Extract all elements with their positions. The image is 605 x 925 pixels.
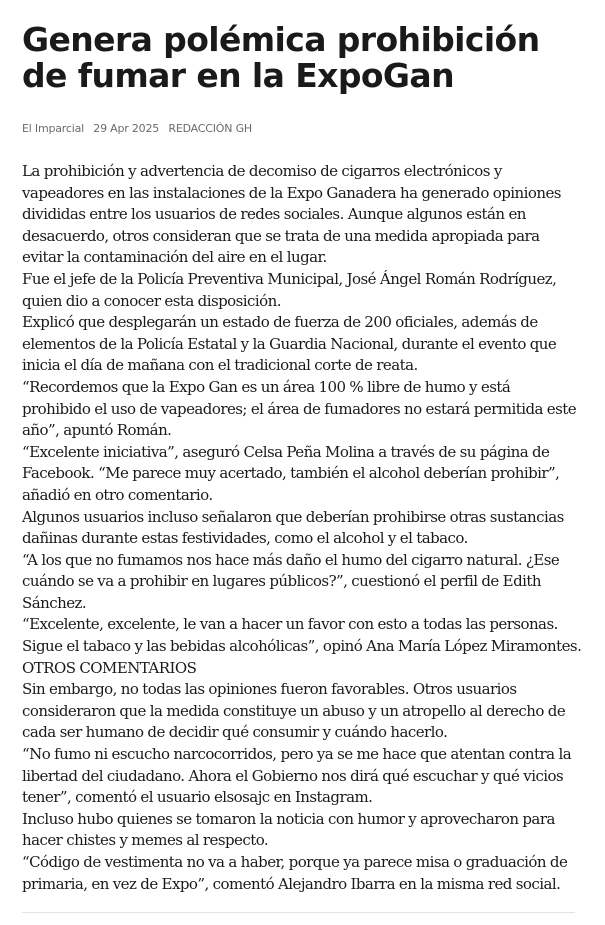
article-source: El Imparcial <box>22 122 84 135</box>
paragraph: “Excelente iniciativa”, aseguró Celsa Peña Molina a través de su página de Facebook. “Me parece muy acertado, también el alcohol deberían prohibir”, añadió en otro comentario. <box>22 442 560 504</box>
paragraph: Algunos usuarios incluso señalaron que deberían prohibirse otras sustancias dañinas durante estas festividades, como el alcohol y el tabaco. <box>22 507 564 548</box>
paragraph: “No fumo ni escucho narcocorridos, pero ya se me hace que atentan contra la libertad del ciudadano. Ahora el Gobierno nos dirá qué escuchar y qué vicios tener”, comentó el usuario elsosajc en Instagram. <box>22 745 572 807</box>
paragraph: “Recordemos que la Expo Gan es un área 100 % libre de humo y está prohibido el uso de vapeadores; el área de fumadores no estará permitida este año”, apuntó Román. <box>22 377 577 440</box>
paragraph: “Excelente, excelente, le van a hacer un favor con esto a todas las personas. Sigue el tabaco y las bebidas alcohólicas”, opinó Ana María López Miramontes. <box>22 615 582 656</box>
article-meta <box>22 122 582 135</box>
article-title: Genera polémica prohibición de fumar en la ExpoGan <box>22 20 540 95</box>
paragraph: Sin embargo, no todas las opiniones fueron favorables. Otros usuarios consideraron que la medida constituye un abuso y un atropello al derecho de cada ser humano de decidir qué consumir y cuándo hacerlo. <box>22 680 566 742</box>
paragraph: “Código de vestimenta no va a haber, porque ya parece misa o graduación de primaria, en vez de Expo”, comentó Alejandro Ibarra en la misma red social. <box>22 853 568 893</box>
section-heading: OTROS COMENTARIOS <box>22 658 197 677</box>
divider <box>22 912 575 913</box>
paragraph: Fue el jefe de la Policía Preventiva Municipal, José Ángel Román Rodríguez, quien dio a conocer esta disposición. <box>22 269 557 310</box>
paragraph: Explicó que desplegarán un estado de fuerza de 200 oficiales, además de elementos de la Policía Estatal y la Guardia Nacional, durante el evento que inicia el día de mañana con el tradicional corte de reata. <box>22 313 557 375</box>
paragraph: “A los que no fumamos nos hace más daño el humo del cigarro natural. ¿Ese cuándo se va a prohibir en lugares públicos?”, cuestionó el perfil de Edith Sánchez. <box>22 550 560 612</box>
article <box>22 22 582 895</box>
article-author: REDACCIÓN GH <box>168 122 252 135</box>
paragraph: Incluso hubo quienes se tomaron la noticia con humor y aprovecharon para hacer chistes y memes al respecto. <box>22 809 555 850</box>
paragraph: La prohibición y advertencia de decomiso de cigarros electrónicos y vapeadores en las instalaciones de la Expo Ganadera ha generado opiniones divididas entre los usuarios de redes sociales. Aunque algunos están en desacuerdo, otros consideran que se trata de una medida apropiada para evitar la contaminación del aire en el lugar. <box>22 162 561 267</box>
article-body <box>22 161 582 895</box>
article-date: 29 Apr 2025 <box>93 122 160 135</box>
